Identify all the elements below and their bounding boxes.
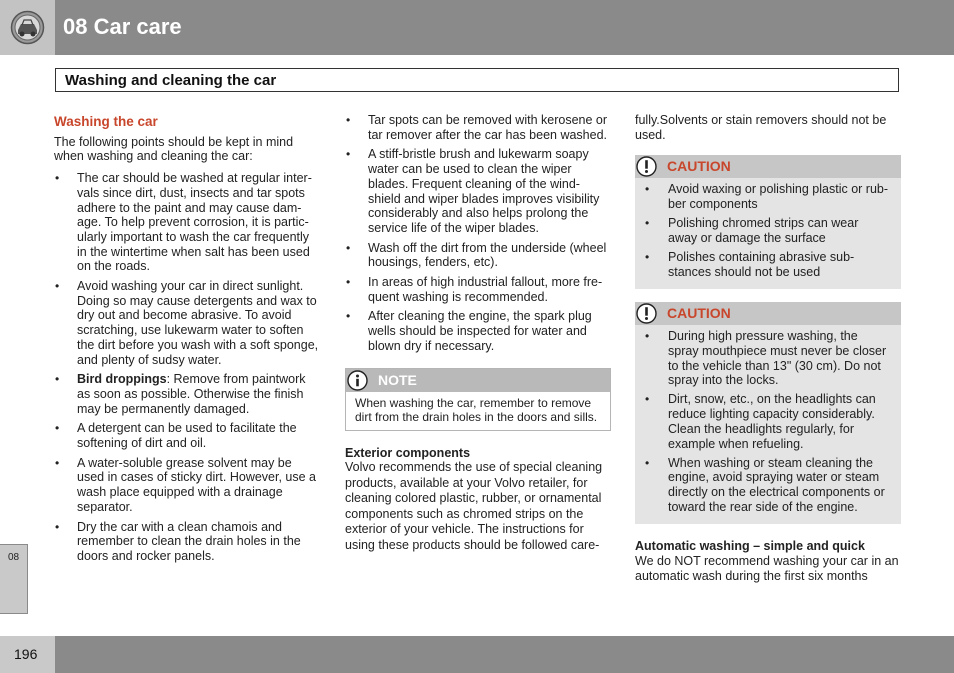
bird-droppings-text: : Remove from paintwork as soon as possible. Otherwise the finish may be permanently damaged. [77, 372, 306, 416]
caution-box-2 [635, 302, 901, 524]
section-title: Washing and cleaning the car [65, 72, 277, 89]
auto-wash-paragraph: We do NOT recommend washing your car in an automatic wash during the first six months [635, 553, 899, 584]
caution-label-1: CAUTION [667, 158, 731, 175]
caution-body-1 [635, 178, 901, 289]
column-3 [635, 113, 901, 585]
list-item: • When washing or steam cleaning the engine, avoid spraying water or steam directly on the electrical components or toward the rear side of the engine. [644, 456, 891, 515]
exterior-paragraph: Volvo recommends the use of special cleaning products, available at your Volvo retailer, for cleaning colored plastic, rubber, or ornamental components such as chromed strips on the exterior of your vehicle. The instructions for using these products should be followed care- [345, 460, 603, 552]
chapter-logo [0, 0, 55, 55]
footer-bar [55, 636, 954, 673]
washing-bullet-list [54, 171, 320, 564]
chapter-title: 08 Car care [63, 14, 182, 39]
warning-icon [636, 303, 657, 324]
list-item: • Polishes containing abrasive sub-stances should not be used [644, 250, 891, 279]
list-item: • Polishing chromed strips can wear away or damage the surface [644, 216, 891, 245]
note-header [346, 369, 610, 392]
list-item [54, 372, 320, 416]
washing-heading: Washing the car [54, 114, 158, 129]
caution-body-2 [635, 325, 901, 524]
list-item: • Avoid waxing or polishing plastic or rub-ber components [644, 182, 891, 211]
note-box [345, 368, 611, 431]
info-icon [347, 370, 368, 391]
list-item: • A detergent can be used to facilitate the softening of dirt and oil. [54, 421, 320, 450]
chapter-side-tab [0, 544, 28, 614]
caution-label-2: CAUTION [667, 305, 731, 322]
list-item: • The car should be washed at regular inter-vals since dirt, dust, insects and tar spots adhere to the paint and may cause dam-age. To help prevent corrosion, it is partic-ularly important to wash the car frequently in the wintertime when salt has been used on the roads. [54, 171, 320, 274]
section-header [55, 68, 899, 92]
car-care-icon [9, 9, 46, 46]
caution-list-1 [644, 182, 891, 279]
list-item: • A stiff-bristle brush and lukewarm soapy water can be used to clean the wiper blades. Frequent cleaning of the wind-shield and wiper blades improves visibility considerably and also helps prolong the service life of the wiper blades. [345, 147, 611, 235]
warning-icon [636, 156, 657, 177]
page-number-box [0, 636, 55, 673]
list-item: • Wash off the dirt from the underside (wheel housings, fenders, etc). [345, 241, 611, 270]
bird-droppings-label: Bird droppings [77, 372, 167, 387]
caution-list-2 [644, 329, 891, 514]
list-item: • Tar spots can be removed with kerosene or tar remover after the car has been washed. [345, 113, 611, 142]
caution-header-2 [635, 302, 901, 325]
caution-box-1 [635, 155, 901, 289]
page-number: 196 [14, 646, 38, 662]
auto-wash-heading: Automatic washing – simple and quick [635, 539, 865, 554]
list-item: • A water-soluble grease solvent may be used in cases of sticky dirt. However, use a wash place equipped with a drainage separator. [54, 456, 320, 515]
list-item: • Dry the car with a clean chamois and remember to clean the drain holes in the doors and rocker panels. [54, 520, 320, 564]
list-item: • In areas of high industrial fallout, more fre-quent washing is recommended. [345, 275, 611, 304]
note-text: When washing the car, remember to remove dirt from the drain holes in the doors and sills. [355, 395, 598, 425]
column-2 [345, 113, 611, 553]
column-1 [54, 113, 320, 569]
continued-paragraph: fully.Solvents or stain removers should not be used. [635, 113, 887, 142]
list-item: • Dirt, snow, etc., on the headlights can reduce lighting capacity considerably. Clean the headlights regularly, for example when refueling. [644, 392, 891, 451]
side-tab-label: 08 [8, 552, 20, 563]
intro-paragraph: The following points should be kept in mind when washing and cleaning the car: [54, 134, 294, 164]
exterior-heading: Exterior components [345, 445, 471, 460]
note-label: NOTE [378, 371, 417, 388]
washing-bullet-list-2 [345, 113, 611, 354]
list-item: • After cleaning the engine, the spark plug wells should be inspected for water and blown dry if necessary. [345, 309, 611, 353]
list-item: • Avoid washing your car in direct sunlight. Doing so may cause detergents and wax to dry out and become abrasive. To avoid scratching, use lukewarm water to soften the dirt before you wash with a soft sponge, and plenty of sudsy water. [54, 279, 320, 367]
caution-header-1 [635, 155, 901, 178]
list-item: • During high pressure washing, the spray mouthpiece must never be closer to the vehicle than 13" (30 cm). Do not spray into the locks. [644, 329, 891, 388]
